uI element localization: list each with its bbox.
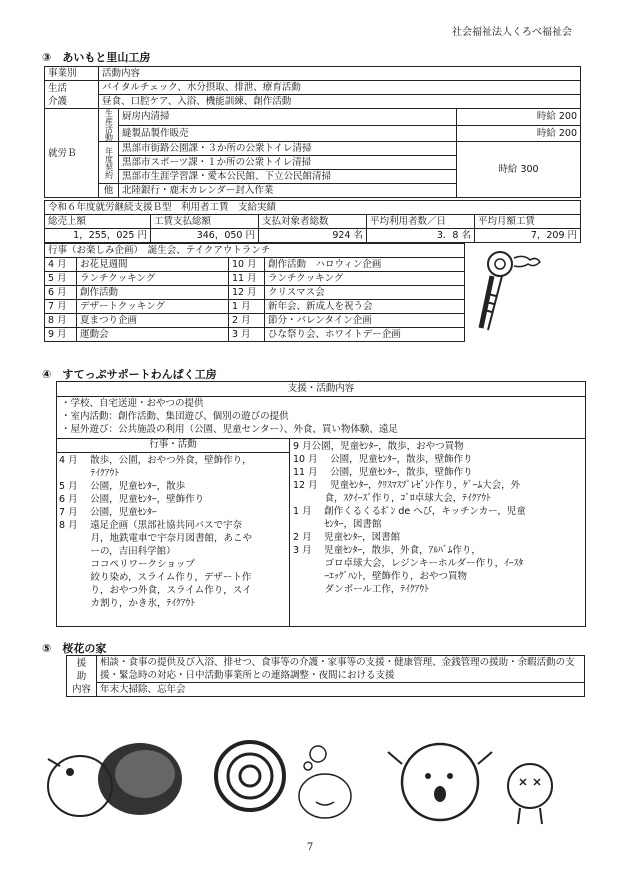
seikatsu-line: 昼食、口腔ケア、入浴、機能訓練、創作活動	[99, 95, 581, 109]
sub-label-contract: 年度契約	[99, 142, 119, 184]
col-header-type: 事業別	[45, 67, 99, 81]
event-month: 3 月	[229, 328, 265, 342]
work-row: 黒部市街路公園課・３か所の公衆トイレ清掃	[119, 142, 457, 156]
event-month: 12 月	[229, 286, 265, 300]
activity-line: ココペリワークショップ	[59, 559, 195, 570]
cross-eyed-character-doodle	[508, 764, 552, 824]
event-name: ランチクッキング	[265, 272, 465, 286]
section-3-title: ③ あいもと里山工房	[42, 51, 151, 64]
activity-header: 行事・活動	[57, 438, 290, 453]
activity-line: ﾃｲｸｱｳﾄ	[59, 468, 120, 479]
activity-line: 食，ｽｸｲｰｽﾞ作り，ｺﾞﾛ卓球大会，ﾃｲｸｱｳﾄ	[293, 493, 491, 504]
support-content: 相談・食事の提供及び入浴、排せつ、食事等の介護・家事等の支援・健康管理、金銭管理の援助・余暇活動の支援・緊急時の対応・日中活動事業所との連絡調整・夜間における支援	[97, 656, 585, 683]
results-value: 346，050 円	[151, 229, 259, 243]
section-4-title: ④ すてっぷサポートわんぱく工房	[42, 368, 217, 381]
activity-line: 6 月 公園，児童ｾﾝﾀｰ，壁飾作り	[59, 494, 205, 505]
event-month: 5 月	[45, 272, 77, 286]
key-illustration	[478, 244, 568, 334]
snail-doodle	[216, 742, 284, 810]
event-month: 11 月	[229, 272, 265, 286]
activity-line: 11 月 公園，児童ｾﾝﾀｰ，散歩，壁飾作り	[293, 467, 473, 478]
character-doodles	[40, 724, 580, 834]
results-header: 支払対象者総数	[259, 215, 367, 229]
support-header: 支援・活動内容	[57, 382, 585, 397]
activity-line: 2 月 児童ｾﾝﾀｰ，図書館	[293, 532, 401, 543]
section-3-activity-table	[44, 66, 581, 198]
event-month: 1 月	[229, 300, 265, 314]
results-title: 令和６年度就労継続支援Ｂ型 利用者工賃 支給実績	[45, 201, 581, 215]
seikatsu-label: 生活 介護	[45, 81, 99, 109]
results-header: 総売上額	[45, 215, 151, 229]
waving-character-doodle	[388, 744, 492, 820]
activity-line: 1 月 創作くるくるﾎﾟﾝ de へび，キッチンカー，児童	[293, 506, 526, 517]
event-name: ひな祭り会、ホワイトデー企画	[265, 328, 465, 342]
activity-line: 月，地鉄電車で宇奈月図書館，あこや	[59, 533, 253, 544]
event-name: 運動会	[77, 328, 229, 342]
support-bullet: ・学校、自宅送迎・おやつの提供	[61, 398, 204, 409]
section-5-title: ⑤ 桜花の家	[42, 642, 107, 655]
wage-results-table	[44, 200, 581, 243]
work-row: 厨房内清掃	[119, 109, 457, 126]
event-name: 創作活動 ハロウィン企画	[265, 258, 465, 272]
activity-line: 絞り染め，スライム作り，デザート作	[59, 572, 252, 583]
work-row: 黒部市生涯学習課・愛本公民館、下立公民館清掃	[119, 170, 457, 184]
event-month: 9 月	[45, 328, 77, 342]
sub-label-production: 生産活動	[99, 109, 119, 142]
activity-line: 8 月 遠足企画（黒部社協共同バスで宇奈	[59, 520, 243, 531]
wage-value: 時給 300	[457, 142, 581, 198]
support-label: 援 助 内容	[67, 656, 97, 697]
work-row: 北陸銀行・鹿末カレンダー封入作業	[119, 184, 457, 198]
results-value: 1，255，025 円	[45, 229, 151, 243]
event-name: クリスマス会	[265, 286, 465, 300]
results-header: 工賃支払総額	[151, 215, 259, 229]
activity-line: カ割り，かき氷，ﾃｲｸｱｳﾄ	[59, 598, 196, 609]
shurou-label: 就労Ｂ	[45, 109, 99, 198]
work-row: 縫製品製作販売	[119, 125, 457, 142]
activity-line: り，おやつ外食，スライム作り，スイ	[59, 585, 252, 596]
activity-line: 10 月 公園，児童ｾﾝﾀｰ，散歩，壁飾作り	[293, 454, 473, 465]
activity-line: 12 月 児童ｾﾝﾀｰ，ｸﾘｽﾏｽﾌﾟﾚｾﾞﾝﾄ作り，ｹﾞｰﾑ大会，外	[293, 480, 521, 491]
results-value: 3．8 名	[367, 229, 475, 243]
page-number: 7	[306, 842, 314, 853]
col-header-activity: 活動内容	[99, 67, 581, 81]
event-month: 8 月	[45, 314, 77, 328]
wage-value: 時給 200	[457, 125, 581, 142]
event-name: 節分・バレンタイン企画	[265, 314, 465, 328]
work-row: 黒部市スポーツ課・１か所の公衆トイレ清掃	[119, 156, 457, 170]
event-month: 2 月	[229, 314, 265, 328]
activity-line: 5 月 公園，児童ｾﾝﾀｰ，散歩	[59, 481, 186, 492]
activity-line: ダンボール工作，ﾃｲｸｱｳﾄ	[293, 584, 429, 595]
activity-line: 9 月公園，児童ｾﾝﾀｰ，散歩，おやつ買物	[293, 441, 464, 452]
support-bullet: ・室内活動：創作活動、集団遊び、個別の遊びの提供	[61, 411, 289, 422]
event-month: 6 月	[45, 286, 77, 300]
event-name: デザートクッキング	[77, 300, 229, 314]
event-name: お花見週間	[77, 258, 229, 272]
event-name: ランチクッキング	[77, 272, 229, 286]
event-name: 夏まつり企画	[77, 314, 229, 328]
event-name: 新年会、新成人を祝う会	[265, 300, 465, 314]
seikatsu-line: バイタルチェック、水分摂取、排泄、療育活動	[99, 81, 581, 95]
organization-name: 社会福祉法人くろべ福祉会	[452, 27, 572, 38]
event-month: 10 月	[229, 258, 265, 272]
events-table	[44, 243, 465, 342]
sub-label-other: 他	[99, 184, 119, 198]
results-header: 平均利用者数／日	[367, 215, 475, 229]
activity-line: 4 月 散歩，公園，おやつ外食，壁飾作り，	[59, 455, 252, 466]
section-4-box	[56, 381, 586, 627]
events-title: 行事（お楽しみ企画） 誕生会、テイクアウトランチ	[45, 244, 465, 258]
activity-line: ーの，吉田科学館）	[59, 546, 176, 557]
event-month: 4 月	[45, 258, 77, 272]
smiling-character-doodle	[299, 746, 351, 818]
activity-line: 3 月 児童ｾﾝﾀｰ，散歩，外食，ｱﾙﾊﾞﾑ作り，	[293, 545, 481, 556]
support-bullet: ・屋外遊び：公共施設の利用（公園、児童センター）、外食、買い物体験、遠足	[61, 424, 398, 435]
results-value: 924 名	[259, 229, 367, 243]
wage-value: 時給 200	[457, 109, 581, 126]
event-month: 7 月	[45, 300, 77, 314]
results-value: 7，209 円	[475, 229, 581, 243]
section-5-table	[66, 655, 585, 697]
support-extra: 年末大掃除、忘年会	[97, 683, 585, 697]
activity-line: ゴロ卓球大会，レジンキーホルダー作り，ｲｰｽﾀ	[293, 558, 524, 569]
bird-doodle	[48, 743, 182, 816]
results-header: 平均月額工賃	[475, 215, 581, 229]
activity-line: 7 月 公園，児童ｾﾝﾀｰ	[59, 507, 157, 518]
event-name: 創作活動	[77, 286, 229, 300]
activity-line: ｰｴｯｸﾞﾊﾝﾄ，壁飾作り，おやつ買物	[293, 571, 468, 582]
activity-line: ｾﾝﾀｰ，図書館	[293, 519, 382, 530]
